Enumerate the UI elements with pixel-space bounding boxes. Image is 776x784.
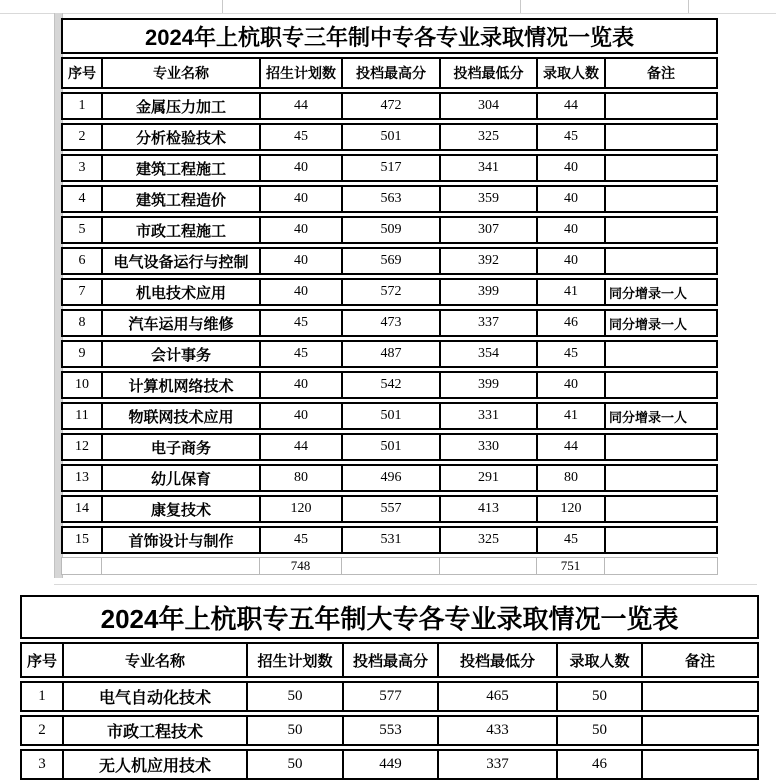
- cell-min-score: 337: [437, 749, 556, 780]
- cell-plan-total: 748: [259, 557, 341, 575]
- column-header-row: [61, 57, 718, 89]
- cell-admitted: 50: [556, 715, 641, 746]
- cell-admitted: 40: [536, 185, 604, 213]
- cell-remark: [641, 715, 759, 746]
- cell-index: 5: [61, 216, 101, 244]
- cell-max-score: 487: [341, 340, 439, 368]
- column-header-remark: 备注: [641, 642, 759, 678]
- column-header-plan: 招生计划数: [259, 57, 341, 89]
- cell-remark: [641, 681, 759, 712]
- table-row: [61, 309, 718, 337]
- cell-major: 电气自动化技术: [62, 681, 246, 712]
- table-row: [61, 340, 718, 368]
- cell-plan: 45: [259, 123, 341, 151]
- column-header-min-score: 投档最低分: [439, 57, 536, 89]
- column-header-max-score: 投档最高分: [341, 57, 439, 89]
- cell-major: 市政工程施工: [101, 216, 259, 244]
- cell-admitted: 45: [536, 123, 604, 151]
- cell-max-score: 569: [341, 247, 439, 275]
- cell-index: 15: [61, 526, 101, 554]
- column-header-admitted: 录取人数: [536, 57, 604, 89]
- cell-admitted: 44: [536, 433, 604, 461]
- column-header-index: 序号: [20, 642, 62, 678]
- cell-min-score: 341: [439, 154, 536, 182]
- cell-remark: 同分增录一人: [604, 278, 718, 306]
- cell-index: 9: [61, 340, 101, 368]
- cell-admitted: 40: [536, 154, 604, 182]
- cell-index: 2: [61, 123, 101, 151]
- cell-remark: [604, 216, 718, 244]
- table-row: [20, 681, 759, 712]
- table-row: [20, 715, 759, 746]
- table-row: [61, 123, 718, 151]
- cell-admitted: 45: [536, 340, 604, 368]
- cell-max-score: 496: [341, 464, 439, 492]
- admissions-table-3yr-secondary: [61, 15, 718, 578]
- cell-min-score: 330: [439, 433, 536, 461]
- cell-plan: 40: [259, 247, 341, 275]
- table-title: 2024年上杭职专三年制中专各专业录取情况一览表: [61, 18, 718, 54]
- column-header-remark: 备注: [604, 57, 718, 89]
- cell-remark: [604, 340, 718, 368]
- cell-remark: [641, 749, 759, 780]
- cell-plan: 120: [259, 495, 341, 523]
- cell-max-score: 577: [342, 681, 437, 712]
- cell-index: 12: [61, 433, 101, 461]
- cell-plan: 50: [246, 749, 342, 780]
- cell-remark: [604, 123, 718, 151]
- cell-admitted: 40: [536, 247, 604, 275]
- table-row: [61, 278, 718, 306]
- table-row: [61, 371, 718, 399]
- cell-admitted: 46: [536, 309, 604, 337]
- cell-index: 8: [61, 309, 101, 337]
- column-header-index: 序号: [61, 57, 101, 89]
- cell-major: 金属压力加工: [101, 92, 259, 120]
- table-row: [61, 402, 718, 430]
- background-gridline-tick: [688, 0, 689, 13]
- cell-plan: 80: [259, 464, 341, 492]
- cell-min-score: 325: [439, 526, 536, 554]
- cell-min-score: 359: [439, 185, 536, 213]
- cell-major: 建筑工程施工: [101, 154, 259, 182]
- cell-remark: [604, 247, 718, 275]
- cell-plan: 44: [259, 433, 341, 461]
- cell-major: 物联网技术应用: [101, 402, 259, 430]
- cell-plan: 50: [246, 715, 342, 746]
- cell-plan: 45: [259, 526, 341, 554]
- cell-admitted: 50: [556, 681, 641, 712]
- cell-remark: [604, 526, 718, 554]
- table-row: [61, 247, 718, 275]
- cell-max-score: 531: [341, 526, 439, 554]
- table-row: [61, 185, 718, 213]
- cell-plan: 40: [259, 371, 341, 399]
- cell-min-score: [439, 557, 536, 575]
- cell-major: [101, 557, 259, 575]
- cell-min-score: 354: [439, 340, 536, 368]
- cell-plan: 40: [259, 402, 341, 430]
- table-row: [61, 92, 718, 120]
- cell-remark: [604, 185, 718, 213]
- cell-admitted: 80: [536, 464, 604, 492]
- cell-plan: 50: [246, 681, 342, 712]
- cell-max-score: 572: [341, 278, 439, 306]
- cell-remark: [604, 495, 718, 523]
- cell-index: 1: [20, 681, 62, 712]
- table-row: [61, 216, 718, 244]
- cell-remark: [604, 154, 718, 182]
- column-header-max-score: 投档最高分: [342, 642, 437, 678]
- table-row: [61, 495, 718, 523]
- cell-max-score: [341, 557, 439, 575]
- cell-max-score: 557: [341, 495, 439, 523]
- cell-min-score: 304: [439, 92, 536, 120]
- column-header-row: [20, 642, 759, 678]
- cell-admitted: 40: [536, 371, 604, 399]
- admissions-table-5yr-college: [20, 592, 759, 783]
- cell-plan: 45: [259, 340, 341, 368]
- cell-index: 11: [61, 402, 101, 430]
- cell-max-score: 449: [342, 749, 437, 780]
- cell-index: 10: [61, 371, 101, 399]
- cell-min-score: 337: [439, 309, 536, 337]
- cell-index: 6: [61, 247, 101, 275]
- cell-admitted: 120: [536, 495, 604, 523]
- column-header-major: 专业名称: [62, 642, 246, 678]
- background-gridline-tick: [520, 0, 521, 13]
- cell-major: 会计事务: [101, 340, 259, 368]
- cell-admitted: 46: [556, 749, 641, 780]
- table-title-row: [20, 595, 759, 639]
- cell-admitted: 41: [536, 278, 604, 306]
- cell-major: 建筑工程造价: [101, 185, 259, 213]
- cell-max-score: 501: [341, 402, 439, 430]
- cell-min-score: 413: [439, 495, 536, 523]
- cell-major: 汽车运用与维修: [101, 309, 259, 337]
- background-gridline: [0, 13, 776, 14]
- cell-remark: [604, 557, 718, 575]
- background-gridline: [54, 584, 757, 585]
- cell-index: 2: [20, 715, 62, 746]
- table-title: 2024年上杭职专五年制大专各专业录取情况一览表: [20, 595, 759, 639]
- background-gridline-tick: [222, 0, 223, 13]
- cell-major: 康复技术: [101, 495, 259, 523]
- cell-min-score: 433: [437, 715, 556, 746]
- cell-max-score: 501: [341, 123, 439, 151]
- cell-max-score: 501: [341, 433, 439, 461]
- cell-remark: 同分增录一人: [604, 309, 718, 337]
- summary-row: [61, 557, 718, 575]
- cell-index: 4: [61, 185, 101, 213]
- cell-min-score: 465: [437, 681, 556, 712]
- cell-index: 7: [61, 278, 101, 306]
- cell-plan: 44: [259, 92, 341, 120]
- cell-index: 3: [20, 749, 62, 780]
- cell-major: 幼儿保育: [101, 464, 259, 492]
- cell-admitted: 40: [536, 216, 604, 244]
- cell-plan: 40: [259, 216, 341, 244]
- cell-max-score: 563: [341, 185, 439, 213]
- cell-admitted: 45: [536, 526, 604, 554]
- cell-remark: [604, 92, 718, 120]
- cell-remark: [604, 371, 718, 399]
- cell-major: 计算机网络技术: [101, 371, 259, 399]
- cell-admitted: 44: [536, 92, 604, 120]
- cell-major: 电气设备运行与控制: [101, 247, 259, 275]
- cell-major: 电子商务: [101, 433, 259, 461]
- column-header-min-score: 投档最低分: [437, 642, 556, 678]
- table-row: [61, 526, 718, 554]
- cell-remark: [604, 433, 718, 461]
- column-header-admitted: 录取人数: [556, 642, 641, 678]
- cell-admitted-total: 751: [536, 557, 604, 575]
- cell-max-score: 517: [341, 154, 439, 182]
- cell-max-score: 472: [341, 92, 439, 120]
- cell-min-score: 307: [439, 216, 536, 244]
- cell-admitted: 41: [536, 402, 604, 430]
- cell-major: 市政工程技术: [62, 715, 246, 746]
- table-row: [20, 749, 759, 780]
- cell-major: 机电技术应用: [101, 278, 259, 306]
- cell-min-score: 399: [439, 278, 536, 306]
- cell-max-score: 509: [341, 216, 439, 244]
- cell-major: 无人机应用技术: [62, 749, 246, 780]
- cell-max-score: 542: [341, 371, 439, 399]
- cell-plan: 45: [259, 309, 341, 337]
- table-row: [61, 154, 718, 182]
- cell-index: 1: [61, 92, 101, 120]
- cell-min-score: 331: [439, 402, 536, 430]
- cell-index: [61, 557, 101, 575]
- cell-plan: 40: [259, 185, 341, 213]
- cell-remark: 同分增录一人: [604, 402, 718, 430]
- cell-min-score: 399: [439, 371, 536, 399]
- cell-max-score: 473: [341, 309, 439, 337]
- cell-plan: 40: [259, 154, 341, 182]
- cell-plan: 40: [259, 278, 341, 306]
- cell-major: 分析检验技术: [101, 123, 259, 151]
- table-row: [61, 433, 718, 461]
- cell-max-score: 553: [342, 715, 437, 746]
- cell-min-score: 325: [439, 123, 536, 151]
- cell-index: 14: [61, 495, 101, 523]
- column-header-plan: 招生计划数: [246, 642, 342, 678]
- cell-min-score: 392: [439, 247, 536, 275]
- cell-min-score: 291: [439, 464, 536, 492]
- cell-remark: [604, 464, 718, 492]
- cell-index: 3: [61, 154, 101, 182]
- column-header-major: 专业名称: [101, 57, 259, 89]
- cell-index: 13: [61, 464, 101, 492]
- table-title-row: [61, 18, 718, 54]
- table-row: [61, 464, 718, 492]
- cell-major: 首饰设计与制作: [101, 526, 259, 554]
